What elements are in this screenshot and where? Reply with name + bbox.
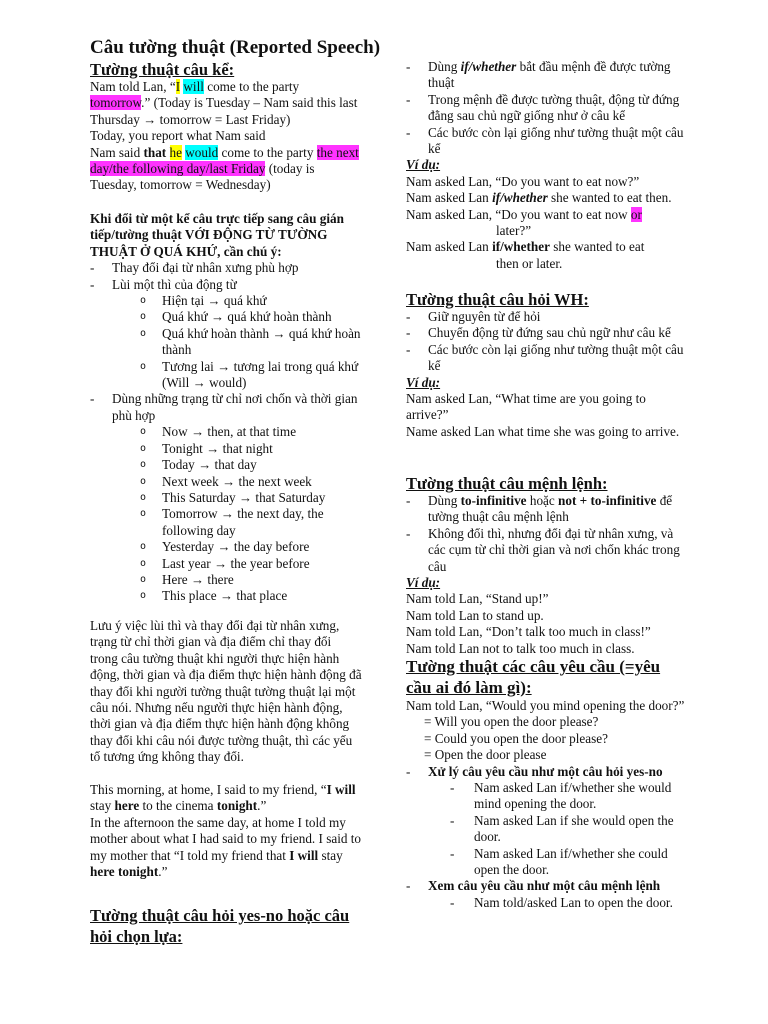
sub-item: - Nam asked Lan if/whether she could open the door.	[450, 846, 688, 879]
heading-wh: Tường thuật câu hỏi WH:	[406, 290, 589, 309]
rule-note: Khi đổi từ một kể câu trực tiếp sang câu gián tiếp/tường thuật VỚI ĐỘNG TỪ TƯỜNG THUẬT Ở QUÁ KHỨ, cần chú ý:	[90, 211, 344, 259]
adverb-item: o Tomorrow → the next day, the following day	[140, 506, 362, 539]
example-line: Nam told Lan, “Don’t talk too much in class!”	[406, 624, 651, 640]
adverb-item: o Next week → the next week	[140, 474, 362, 490]
request-sub-list	[428, 780, 688, 878]
example-line: Nam told Lan to stand up.	[406, 607, 544, 623]
example-line: Nam asked Lan, “What time are you going to arrive?”	[406, 391, 646, 423]
example-line: later?”	[496, 223, 532, 239]
rule-item: - Các bước còn lại giống như tường thuật một câu kể	[406, 125, 688, 158]
adverb-item: o This place → that place	[140, 588, 362, 604]
tense-item: o Quá khứ hoàn thành → quá khứ hoàn thành	[140, 326, 362, 359]
rule-item: - Không đổi thì, nhưng đổi đại từ nhân xưng, và các cụm từ chỉ thời gian và nơi chốn khác trong câu	[406, 526, 688, 575]
sub-item: - Nam asked Lan if she would open the door.	[450, 813, 688, 846]
tense-item: o Tương lai → tương lai trong quá khứ (Will → would)	[140, 359, 362, 392]
request-sub-list	[428, 895, 688, 911]
example-line: then or later.	[496, 255, 563, 271]
equivalent-line: = Open the door please	[424, 747, 547, 763]
adverb-item: o Now → then, at that time	[140, 424, 362, 440]
equivalent-line: = Could you open the door please?	[424, 730, 608, 746]
heading-yes-no: Tường thuật câu hỏi yes-no hoặc câu hỏi chọn lựa:	[90, 906, 350, 946]
heading-imperative: Tường thuật câu mệnh lệnh:	[406, 474, 608, 493]
heading-statement: Tường thuật câu kể:	[90, 60, 235, 79]
example-line: Nam asked Lan if/whether she wanted to eat	[406, 239, 645, 255]
adverb-item: o Yesterday → the day before	[140, 539, 362, 555]
page-title: Câu tường thuật (Reported Speech)	[90, 37, 381, 58]
rule-item: - Thay đổi đại từ nhân xưng phù hợp	[90, 260, 362, 276]
equivalent-line: = Will you open the door please?	[424, 714, 599, 730]
note-paragraph: Lưu ý việc lùi thì và thay đổi đại từ nhân xưng, trạng từ chỉ thời gian và địa điểm chỉ thay đổi trong câu tường thuật khi người thực hiện hành động, thời gian và địa điểm thực hiện hành động đã thay đổi khi người tường thuật tường thuật lại một câu nói. Nhưng nếu người thực hiện hành động, thời gian và địa điểm thực hiện hành động không thay đổi khi câu nói được tường thuật, thì các yếu tố tương ứng không thay đổi.	[90, 618, 362, 765]
example-line: Nam asked Lan, “Do you want to eat now or	[406, 206, 642, 222]
yes-no-rules	[406, 59, 688, 157]
example-line: Nam told Lan, “Stand up!”	[406, 591, 549, 607]
adverb-item: o Tonight → that night	[140, 441, 362, 457]
example-line: Nam told Lan not to talk too much in class.	[406, 640, 635, 656]
example-line: Nam asked Lan, “Do you want to eat now?”	[406, 173, 640, 189]
rule-item: - Dùng to-infinitive hoặc not + to-infinitive để tường thuật câu mệnh lệnh	[406, 493, 688, 526]
rule-item: - Dùng những trạng từ chỉ nơi chốn và thời gian phù hợp o Now → then, at that time o Tonight → that night o Today → that day o Next week → the next week o This Saturday → that Saturday o Tomorrow → the next day, the following day o Yesterday → the day before o Last year → the year before o Here → there o This place → that place	[90, 391, 362, 604]
example-paragraph: In the afternoon the same day, at home I told my mother about what I had said to my friend. I said to my mother that “I told my friend that I will stay here tonight.”	[90, 814, 362, 880]
sub-item: - Nam told/asked Lan to open the door.	[450, 895, 688, 911]
request-rules	[406, 764, 688, 912]
example-direct-statement: Nam told Lan, “I will come to the party tomorrow.” (Today is Tuesday – Nam said this last Thursday → tomorrow = Last Friday)	[90, 79, 358, 127]
adverb-item: o Today → that day	[140, 457, 362, 473]
tense-item: o Hiện tại → quá khứ	[140, 293, 362, 309]
rule-item: - Xem câu yêu cầu như một câu mệnh lệnh - Nam told/asked Lan to open the door.	[406, 878, 688, 911]
rule-item: - Giữ nguyên từ để hỏi	[406, 309, 688, 325]
example-label: Ví dụ:	[406, 575, 441, 591]
tense-list	[112, 293, 362, 391]
sub-item: - Nam asked Lan if/whether she would mind opening the door.	[450, 780, 688, 813]
tense-item: o Quá khứ → quá khứ hoàn thành	[140, 309, 362, 325]
wh-rules	[406, 309, 688, 375]
adverb-item: o Last year → the year before	[140, 556, 362, 572]
example-line: Nam told Lan, “Would you mind opening the door?”	[406, 698, 685, 713]
adverb-item: o This Saturday → that Saturday	[140, 490, 362, 506]
example-line: Nam asked Lan if/whether she wanted to eat then.	[406, 190, 672, 206]
rule-list	[90, 260, 362, 605]
heading-request: Tường thuật các câu yêu cầu (=yêu cầu ai đó làm gì):	[406, 657, 661, 697]
rule-item: - Lùi một thì của động từ o Hiện tại → quá khứ o Quá khứ → quá khứ hoàn thành o Quá khứ hoàn thành → quá khứ hoàn thành o Tương lai → tương lai trong quá khứ (Will → would)	[90, 277, 362, 392]
example-reported-statement: Nam said that he would come to the party the next day/the following day/last Friday (today is Tuesday, tomorrow = Wednesday)	[90, 144, 359, 193]
adverb-list	[112, 424, 362, 604]
rule-item: - Xử lý câu yêu cầu như một câu hỏi yes-no - Nam asked Lan if/whether she would mind opening the door. - Nam asked Lan if she would open the door. - Nam asked Lan if/whether she could open the door.	[406, 764, 688, 879]
adverb-item: o Here → there	[140, 572, 362, 588]
example-context: Today, you report what Nam said	[90, 128, 266, 144]
example-line: Name asked Lan what time she was going to arrive.	[406, 423, 680, 439]
rule-item: - Các bước còn lại giống như tường thuật một câu kể	[406, 342, 688, 375]
example-label: Ví dụ:	[406, 374, 441, 390]
example-paragraph: This morning, at home, I said to my friend, “I will stay here to the cinema tonight.”	[90, 782, 356, 814]
example-label: Ví dụ:	[406, 157, 441, 173]
rule-item: - Trong mệnh đề được tường thuật, động từ đứng đằng sau chủ ngữ giống như ở câu kể	[406, 92, 688, 125]
rule-item: - Chuyển động từ đứng sau chủ ngữ như câu kể	[406, 325, 688, 341]
rule-item: - Dùng if/whether bắt đầu mệnh đề được tường thuật	[406, 59, 688, 92]
imperative-rules	[406, 493, 688, 575]
